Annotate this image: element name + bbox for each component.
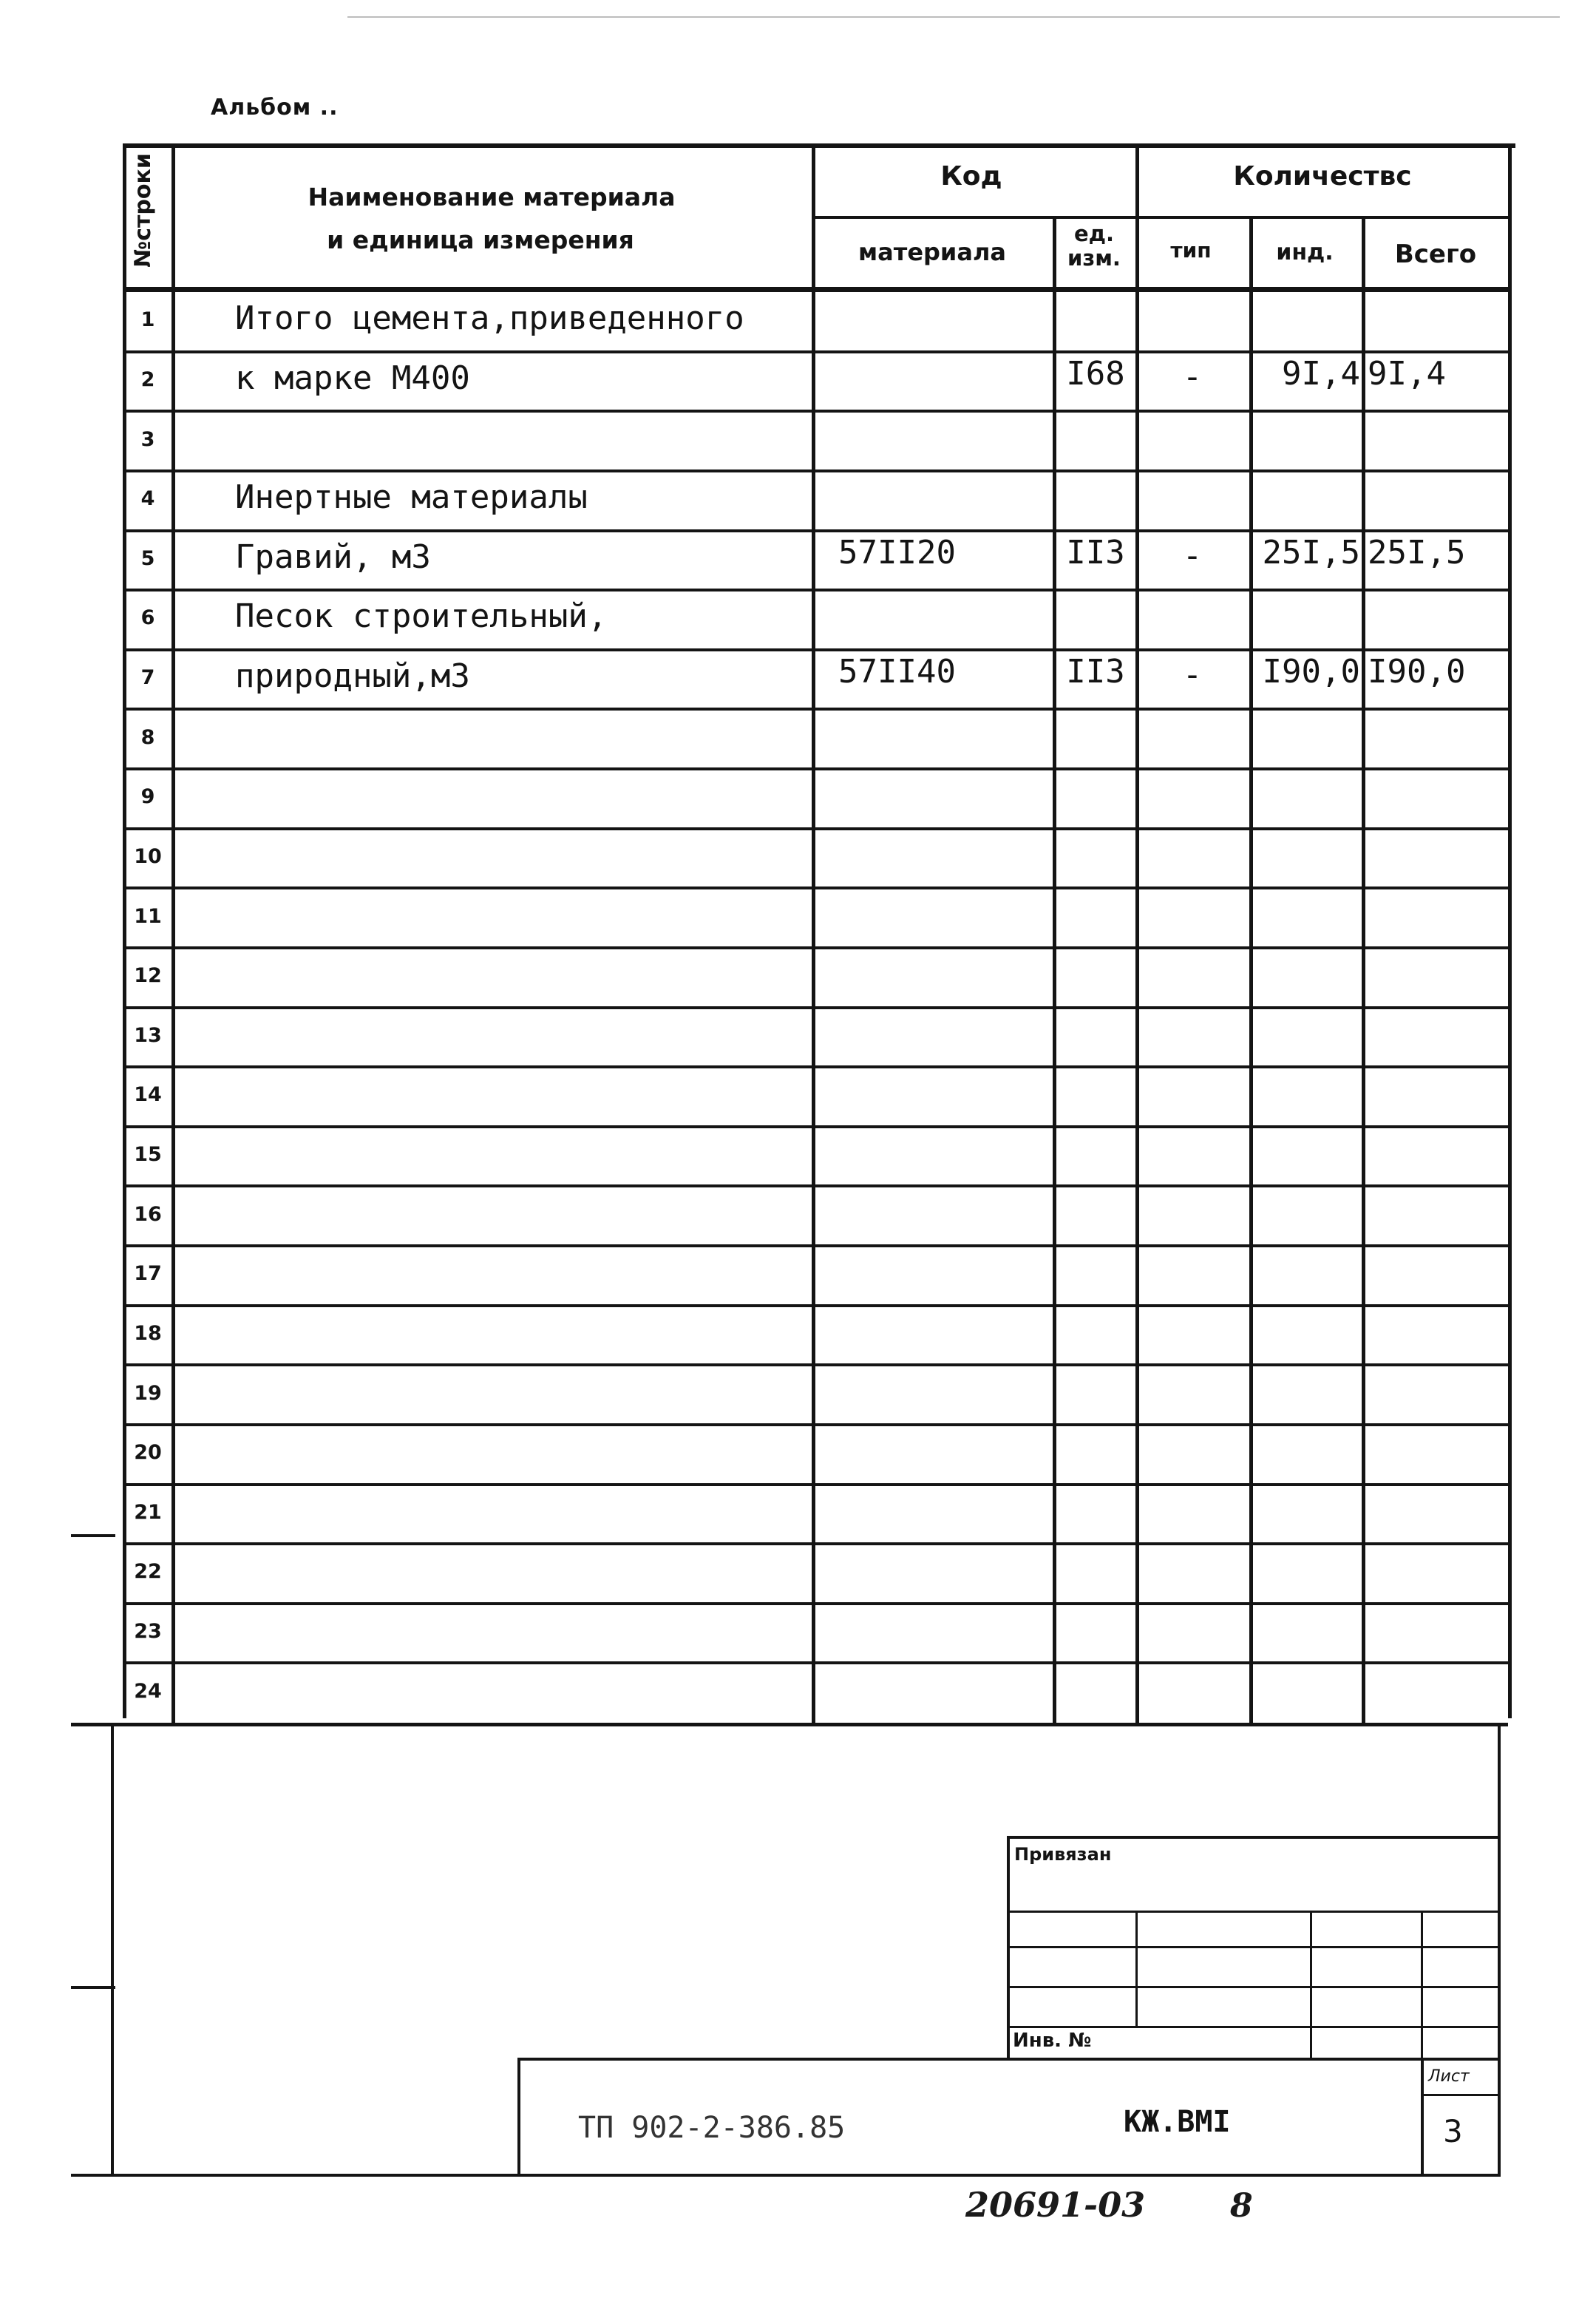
stamp-top [517,2058,1499,2061]
header-unit-code: ед. изм. [1067,221,1121,271]
stamp-sheet-divider [1421,2058,1424,2176]
document-code: ТП 902-2-386.85 [578,2111,846,2145]
unit-code: II3 [1066,534,1125,572]
page-number-handwritten: 8 [1230,2187,1253,2225]
frame-right-lower [1498,1723,1501,2175]
row-number: 22 [134,1560,162,1583]
header-qty-ind: инд. [1276,240,1334,265]
row-number: 6 [140,606,155,629]
material-name: природный,м3 [235,657,470,695]
inventory-number-label: Инв. № [1013,2030,1092,2052]
material-name: Инертные материалы [235,478,588,516]
row-divider [123,410,1511,413]
column-divider [1053,216,1056,1723]
header-material-code: материала [858,238,1006,266]
header-bottom-line [123,287,1511,292]
header-material-name: Наименование материала и единица измерения [308,183,676,254]
table-right-border [1508,143,1512,1718]
privyazan-row-3 [1007,1986,1499,1988]
row-number: 12 [134,964,162,987]
qty-type: - [1182,656,1203,694]
qty-type: - [1182,358,1203,396]
row-divider [123,1363,1511,1366]
row-number: 18 [134,1322,162,1345]
album-label: Альбом .. [211,95,339,121]
row-divider [123,887,1511,889]
qty-total: I90,0 [1368,653,1466,691]
archive-number-handwritten: 20691-03 [965,2185,1146,2225]
row-divider [123,1304,1511,1307]
column-divider [1249,216,1253,1723]
unit-code: I68 [1066,355,1125,393]
row-divider [123,529,1511,532]
material-code: 57II20 [838,534,956,572]
row-divider [123,946,1511,949]
sheet-label: Лист [1428,2067,1470,2086]
row-divider [123,1483,1511,1486]
row-number: 24 [134,1680,162,1703]
qty-ind: 9I,4 [1282,355,1360,393]
row-number: 17 [134,1262,162,1285]
header-mid-line [812,216,1511,219]
row-divider [123,1661,1511,1664]
qty-total: 9I,4 [1368,355,1446,393]
qty-ind: I90,0 [1262,653,1360,691]
row-divider [123,1065,1511,1068]
row-number: 14 [134,1083,162,1106]
row-divider [123,708,1511,711]
row-divider [123,589,1511,591]
privyazan-col-3 [1421,1911,1423,2058]
row-number: 20 [134,1441,162,1464]
privyazan-col-1 [1135,1911,1138,2027]
sheet-number: 3 [1443,2113,1463,2149]
row-divider [123,767,1511,770]
left-margin-mark-1 [71,1534,115,1537]
left-margin-mark-2 [71,1986,115,1989]
row-number: 9 [140,785,155,808]
row-number: 15 [134,1143,162,1166]
frame-left-lower [111,1723,114,2175]
row-number: 8 [140,726,155,749]
row-number: 19 [134,1382,162,1405]
material-name: Итого цемента,приведенного [235,299,744,337]
row-number: 5 [140,547,155,570]
row-divider [123,1542,1511,1545]
row-divider [123,1184,1511,1187]
row-number: 3 [140,428,155,451]
column-divider [1362,216,1365,1723]
table-top-border [123,143,1515,148]
qty-type: - [1182,537,1203,574]
table-bottom-line [71,1723,1508,1726]
material-name: Гравий, м3 [235,538,431,576]
document-mark: КЖ.ВМI [1124,2105,1231,2139]
row-divider [123,1602,1511,1605]
header-qty-type: тип [1170,238,1212,262]
row-number: 16 [134,1203,162,1226]
row-divider [123,1423,1511,1426]
qty-total: 25I,5 [1368,534,1466,572]
row-divider [123,648,1511,651]
header-code: Код [940,161,1002,191]
row-number: 4 [140,487,155,510]
page-bottom-line [71,2174,1501,2177]
stamp-sheet-line [1421,2094,1498,2096]
privyazan-row-1 [1007,1911,1499,1913]
privyazan-row-2 [1007,1946,1499,1948]
privyazan-row-4 [1007,2026,1499,2028]
qty-ind: 25I,5 [1262,534,1360,572]
row-number: 11 [134,905,162,928]
row-divider [123,1125,1511,1128]
header-quantity: Количествс [1233,161,1412,191]
row-divider [123,1244,1511,1247]
header-qty-total: Всего [1394,240,1477,269]
material-name: к марке М400 [235,359,470,397]
row-number: 7 [140,666,155,689]
row-number: 1 [140,308,155,331]
material-name: Песок строительный, [235,597,608,635]
row-number: 13 [134,1024,162,1047]
privyazan-col-2 [1310,1911,1312,2058]
stamp-left [517,2058,520,2176]
row-number: 10 [134,845,162,868]
row-divider [123,469,1511,472]
privyazan-top [1007,1836,1499,1839]
unit-code: II3 [1066,653,1125,691]
row-divider [123,350,1511,353]
privyazan-label: Привязан [1014,1844,1112,1865]
row-divider [123,827,1511,830]
row-number: 23 [134,1620,162,1643]
material-code: 57II40 [838,653,956,691]
row-number: 2 [140,368,155,391]
row-divider [123,1006,1511,1009]
scan-top-edge [347,16,1560,18]
row-number: 21 [134,1501,162,1524]
